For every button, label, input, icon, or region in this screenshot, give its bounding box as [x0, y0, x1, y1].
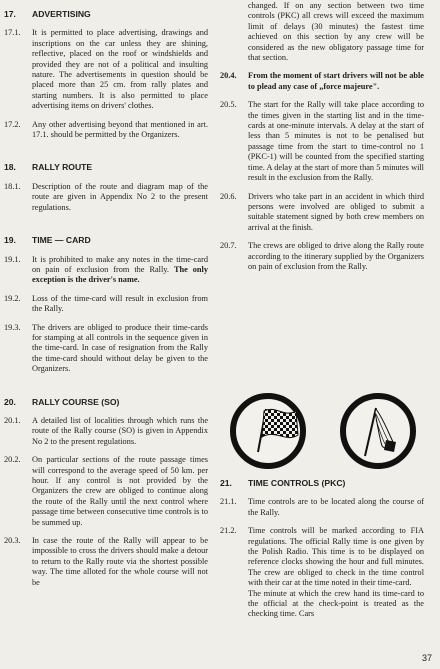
paragraph-21-2-continued: The minute at which the crew hand its time-card to the official at the check-point is treated as the checking time. Cars — [248, 588, 424, 619]
section-19-heading: 19. TIME — CARD — [4, 235, 91, 246]
section-21-heading: 21. TIME CONTROLS (PKC) — [220, 478, 346, 488]
paragraph-19-2: 19.2. Loss of the time-card will result in exclusion from the Rally. — [4, 293, 208, 314]
flag-emblems — [226, 392, 422, 470]
paragraph-21-1: 21.1. Time controls are to be located along the course of the Rally. — [220, 497, 424, 517]
paragraph-20-2: 20.2. On particular sections of the route passage times will correspond to the average speed of 50 km. per hour. If any control is not provided by the Organizers the crew are obliged to continue along the route of the Rally until the next control where passage time between consecutive time controls is to be summed up. — [4, 455, 208, 527]
paragraph-21-2: 21.2. Time controls will be marked according to FIA regulations. The official Rally time is one given by the Polish Radio. This time is to be displayed on reference clocks showing the hour and full minutes. The crew are obliged to check in the time control with their car at the time noted in their time-card. — [220, 526, 424, 588]
paragraph-20-4: 20.4. From the moment of start drivers will not be able to plead any case of „force majeure". — [220, 71, 424, 91]
paragraph-20-3: 20.3. In case the route of the Rally will appear to be impossible to cross the drivers should make a detour to return to the Rally route via the shortest possible way. The time alloted for the whole course will not be — [4, 536, 208, 587]
paragraph-20-3-continued: changed. If on any section between two time controls (PKC) all crews will exceed the maximum limit of delays (30 minutes) the fastest time achieved on this section by any crew will be considered as the new obligatory passage time for that section. — [248, 1, 424, 63]
section-21-block — [220, 478, 424, 620]
paragraph-18-1: 18.1. Description of the route and diagram map of the route are given in Appendix No 2 to the present regulations. — [4, 181, 208, 212]
furled-flag-icon — [343, 396, 413, 466]
section-17-heading: 17. ADVERTISING — [4, 9, 91, 19]
left-column — [4, 0, 208, 588]
paragraph-17-2: 17.2. Any other advertising beyond that mentioned in art. 17.1. should be permitted by the Organizers. — [4, 119, 208, 140]
paragraph-20-5: 20.5. The start for the Rally will take place according to the times given in the starting list and in the time-cards at one-minute intervals. A delay at the start of less than 5 minutes is not to be penalised but passage time from the start to time-control no 1 (PKC-1) will be counted from the specified starting time. A delay at the start of more than 5 minutes will result in the exclusion from the Rally. — [220, 100, 424, 183]
paragraph-20-6: 20.6. Drivers who take part in an accident in which third persons were involved are obliged to submit a suitable statement signed by both crew members on arrival at the finish. — [220, 191, 424, 232]
checkered-flag-icon — [233, 396, 303, 466]
paragraph-20-7: 20.7. The crews are obliged to drive along the Rally route according to the itinerary supplied by the Organizers on pain of exclusion from the Rally. — [220, 241, 424, 271]
paragraph-20-1: 20.1. A detailed list of localities through which runs the route of the Rally course (SO) is given in Appendix No 2 to the present regulations. — [4, 415, 208, 446]
paragraph-19-3: 19.3. The drivers are obliged to produce their time-cards for stamping at all controls in the sequence given in the time-card. In case of resignation from the Rally the time-card should without delay be given to the Organizers. — [4, 322, 208, 374]
section-20-heading: 20. RALLY COURSE (SO) — [4, 396, 120, 407]
page-number: 37 — [421, 653, 432, 663]
paragraph-19-1: 19.1. It is prohibited to make any notes in the time-card on pain of exclusion from the Rally. The only exception is the driver's name. — [4, 254, 209, 285]
section-18-heading: 18. RALLY ROUTE — [4, 162, 93, 173]
right-column — [220, 0, 424, 272]
exception-note: The only exception is the driver's name. — [32, 264, 209, 285]
paragraph-17-1: 17.1. It is permitted to place advertising, drawings and inscriptions on the car unless they are shining, reflective, placed on the roof or windshields and provided they are not of a political and insulting nature. The advertisements in question should be placed more than 25 cm. from rally plates and starting numbers. It is also permitted to place advertising items on drivers' clothes. — [4, 28, 208, 111]
